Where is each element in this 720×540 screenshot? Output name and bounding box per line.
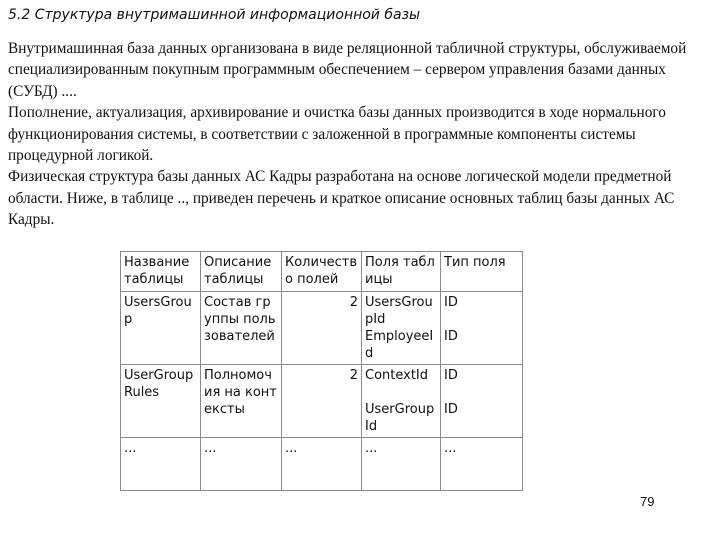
- cell-field-count: 2: [282, 365, 362, 438]
- cell-fields: ...: [362, 438, 441, 491]
- cell-description: ...: [201, 438, 282, 491]
- cell-field-count: ...: [282, 438, 362, 491]
- cell-table-name: UserGroupRules: [121, 365, 201, 438]
- paragraph: Физическая структура базы данных АС Кадры разработана на основе логической модели предметной области. Ниже, в таблице .., приведен перечень и краткое описание основных таблиц базы данных АС Кадры.: [8, 168, 675, 229]
- page-number: 79: [640, 494, 655, 509]
- cell-description: Полномочия на контексты: [201, 365, 282, 438]
- table-header-row: [121, 252, 523, 292]
- cell-fields: UsersGroupId EmployeeId: [362, 292, 441, 365]
- cell-field-types: ...: [441, 438, 523, 491]
- cell-field-count: 2: [282, 292, 362, 365]
- cell-fields: ContextId UserGroupId: [362, 365, 441, 438]
- table-row: [121, 292, 523, 365]
- paragraph: Пополнение, актуализация, архивирование и очистка базы данных производится в ходе нормального функционирования системы, в соответствии с заложенной в программные компоненты системы процедурной логикой.: [8, 104, 666, 165]
- cell-table-name: UsersGroup: [121, 292, 201, 365]
- table-row: [121, 365, 523, 438]
- header-cell-fields: Поля таблицы: [362, 252, 441, 292]
- cell-description: Состав группы пользователей: [201, 292, 282, 365]
- cell-table-name: ...: [121, 438, 201, 491]
- table-row: [121, 438, 523, 491]
- header-cell-field-count: Количество полей: [282, 252, 362, 292]
- cell-field-types: ID ID: [441, 292, 523, 365]
- tables-list-table: [120, 251, 523, 491]
- header-cell-table-name: Название таблицы: [121, 252, 201, 292]
- paragraph: Внутримашинная база данных организована в виде реляционной табличной структуры, обслуживаемой специализированным покупным программным обеспечением – сервером управления базами данных (СУБД) ....: [8, 40, 687, 100]
- cell-field-types: ID ID: [441, 365, 523, 438]
- section-heading: 5.2 Структура внутримашинной информационной базы: [8, 7, 421, 23]
- header-cell-description: Описание таблицы: [201, 252, 282, 292]
- header-cell-field-type: Тип поля: [441, 252, 523, 292]
- body-text: [8, 38, 714, 231]
